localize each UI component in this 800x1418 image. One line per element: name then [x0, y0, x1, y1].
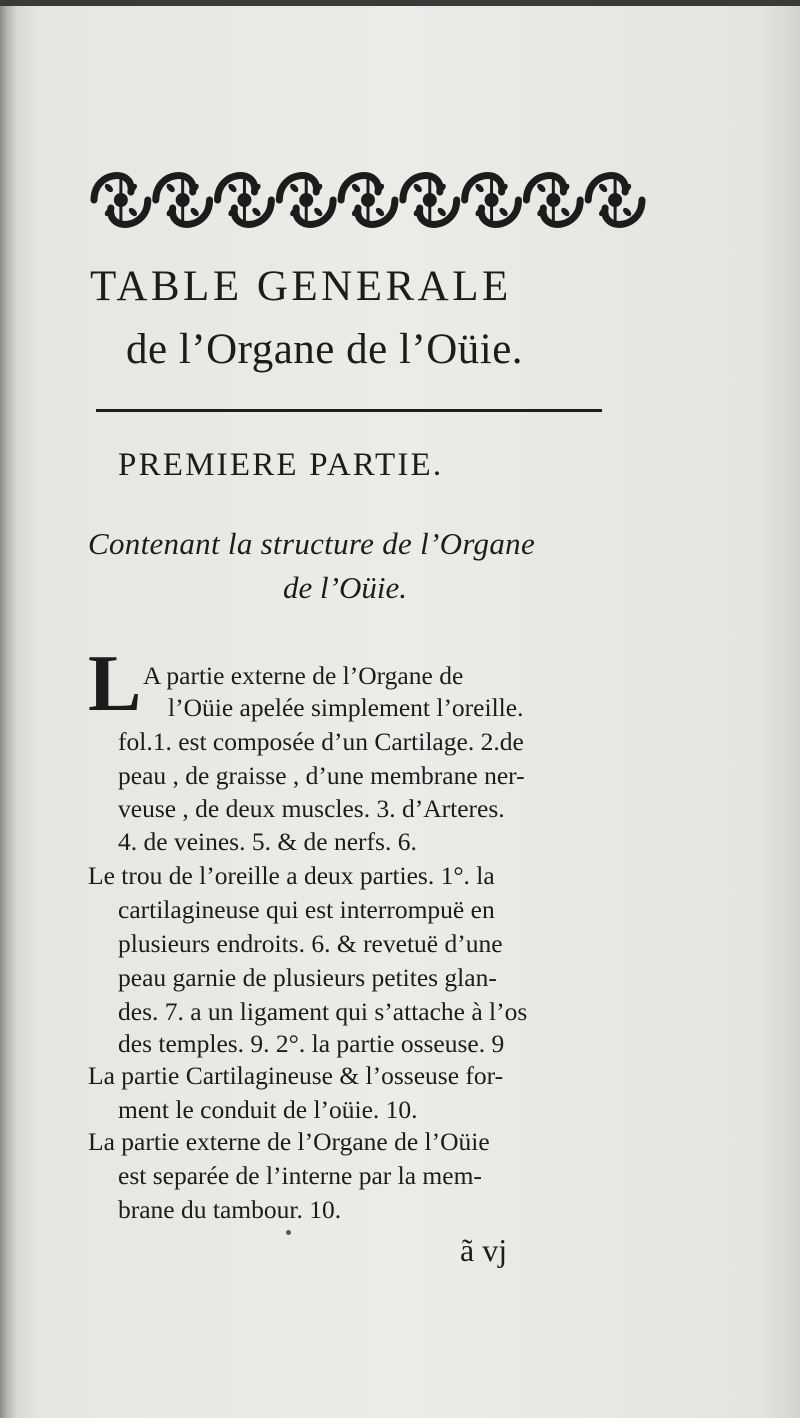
paragraph-3-line-2: ment le conduit de l’oüie. 10. [118, 1095, 418, 1124]
fleuron-unit [341, 176, 395, 225]
paragraph-1-line-2: l’Oüie apelée simplement l’oreille. [168, 693, 524, 722]
paragraph-3-line-1: La partie Cartilagineuse & l’osseuse for- [88, 1061, 504, 1090]
paragraph-2-line-6: des temples. 9. 2°. la partie osseuse. 9 [118, 1029, 505, 1058]
paragraph-2-line-2: cartilagineuse qui est interrompuë en [118, 895, 495, 924]
paragraph-1-line-3: fol.1. est composée d’un Cartilage. 2.de [118, 727, 524, 756]
paragraph-2-line-5: des. 7. a un ligament qui s’attache à l’os [118, 997, 528, 1026]
part-subtitle-line1: Contenant la structure de l’Organe [88, 526, 536, 561]
drop-cap-letter: L [88, 640, 142, 728]
fleuron-unit [588, 176, 642, 225]
fleuron-unit [156, 176, 210, 225]
paragraph-4-line-1: La partie externe de l’Organe de l’Oüie [88, 1127, 490, 1156]
fleuron-unit [279, 176, 333, 225]
signature-catchword: ã vj [460, 1232, 508, 1268]
paragraph-1-line-1: A partie externe de l’Organe de [143, 661, 464, 690]
paragraph-1-line-4: peau , de graisse , d’une membrane ner- [118, 761, 525, 790]
ink-speck [286, 1230, 291, 1235]
fleuron-unit [465, 176, 519, 225]
part-subtitle-line2: de l’Oüie. [283, 570, 407, 605]
paragraph-1-line-6: 4. de veines. 5. & de nerfs. 6. [118, 827, 417, 856]
title-rule [96, 409, 602, 412]
fleuron-ornament-icon [90, 162, 646, 238]
paragraph-4-line-2: est separée de l’interne par la mem- [118, 1161, 482, 1190]
fleuron-unit [526, 176, 580, 225]
paragraph-2-line-3: plusieurs endroits. 6. & revetuë d’une [118, 929, 503, 958]
fleuron-unit [403, 176, 457, 225]
table-title-line2: de l’Organe de l’Oüie. [126, 326, 524, 373]
fleuron-unit [94, 176, 148, 225]
fleuron-ornament-band [90, 162, 646, 238]
page-top-edge [0, 0, 800, 6]
part-heading: PREMIERE PARTIE. [118, 447, 444, 483]
spine-shadow [0, 0, 16, 1418]
paragraph-2-line-1: Le trou de l’oreille a deux parties. 1°. la [88, 861, 495, 890]
table-title-line1: TABLE GENERALE [90, 263, 512, 310]
fleuron-unit [218, 176, 272, 225]
paragraph-4-line-3: brane du tambour. 10. [118, 1195, 342, 1224]
paragraph-2-line-4: peau garnie de plusieurs petites glan- [118, 963, 497, 992]
paragraph-1-line-5: veuse , de deux muscles. 3. d’Arteres. [118, 794, 505, 823]
